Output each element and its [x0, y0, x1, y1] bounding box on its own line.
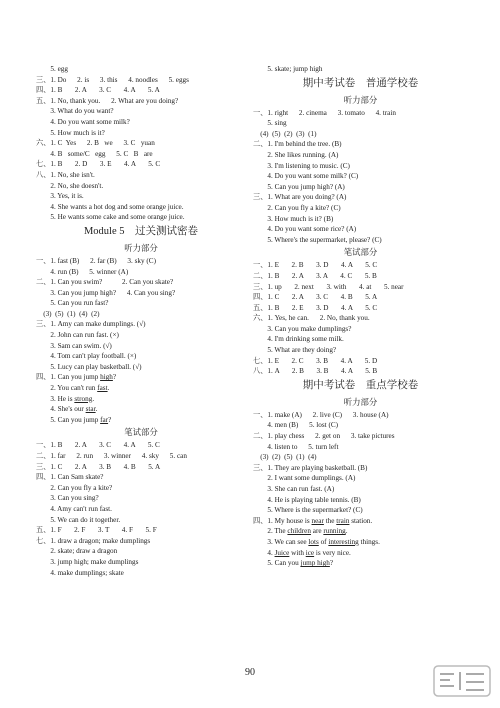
answer-line: 5. What are they doing? — [253, 346, 337, 355]
right-column — [253, 64, 468, 569]
answer-line: 三、1. up 2. next 3. with 4. at 5. near — [253, 282, 404, 291]
answer-line: 二、1. I'm behind the tree. (B) — [253, 140, 342, 149]
answer-line: 5. Can you jump high? (A) — [253, 182, 345, 191]
answer-line: 4. run (B) 5. winner (A) — [36, 267, 129, 276]
answer-line: 一、1. B 2. A 3. C 4. A 5. C — [36, 441, 160, 450]
underlined-word: ice — [305, 548, 315, 557]
underlined-word: high — [100, 373, 113, 382]
answer-line: 4. Do you want some rice? (A) — [253, 225, 357, 234]
answer-line: 三、1. They are playing basketball. (B) — [253, 463, 368, 472]
answer-line: 2. No, she doesn't. — [36, 181, 104, 190]
underlined-word: near — [311, 516, 324, 525]
answer-line: 3. Sam can swim. (√) — [36, 341, 112, 350]
line-text: the — [323, 516, 337, 525]
answer-line: 二、1. B 2. A 3. A 4. C 5. B — [253, 271, 377, 280]
answer-line: 三、1. What are you doing? (A) — [253, 193, 347, 202]
line-text: 3. We can see — [253, 537, 309, 546]
answer-line: (3) (5) (1) (4) (2) — [36, 309, 100, 318]
answer-line: 4. She wants a hot dog and some orange juice. — [36, 202, 184, 211]
line-text: ? — [329, 559, 334, 568]
line-text: station. — [349, 516, 373, 525]
answer-line: 3. What do you want? — [36, 107, 114, 116]
answer-line: (3) (2) (5) (1) (4) — [253, 453, 317, 462]
answer-line: 三、1. C 2. A 3. B 4. B 5. A — [36, 462, 161, 471]
line-text: things. — [358, 537, 380, 546]
answer-line: 5. He wants some cake and some orange juice. — [36, 213, 185, 222]
answer-line: 5. How much is it? — [36, 128, 105, 137]
line-text: of — [318, 537, 329, 546]
answer-line — [36, 404, 246, 415]
answer-line — [253, 526, 468, 537]
answer-line: 七、1. draw a dragon; make dumplings — [36, 536, 151, 545]
line-text: 2. You can't run — [36, 384, 98, 393]
underlined-word: lots — [308, 537, 319, 546]
underlined-word: interesting — [328, 537, 359, 546]
page-number: 90 — [245, 667, 255, 678]
answer-line — [36, 394, 246, 405]
line-text: 4. She's our — [36, 405, 86, 414]
answer-line: 3. I'm listening to music. (C) — [253, 161, 350, 170]
underlined-word: strong — [74, 394, 93, 403]
section-title: 期中考试卷 普通学校卷 — [302, 77, 419, 89]
answer-line: 4. Amy can't run fast. — [36, 504, 112, 513]
answer-line — [253, 516, 468, 527]
line-text: 四、1. Can you jump — [36, 373, 101, 382]
section-title: Module 5 过关测试密卷 — [83, 225, 199, 237]
section-title: 期中考试卷 重点学校卷 — [302, 379, 419, 391]
answer-line: 二、1. play chess 2. get on 3. take pictures — [253, 432, 395, 441]
answer-line: 3. jump high; make dumplings — [36, 557, 139, 566]
section-subtitle: 笔试部分 — [343, 248, 378, 258]
answer-line: 5. Where's the supermarket, please? (C) — [253, 235, 382, 244]
section-subtitle: 笔试部分 — [124, 428, 158, 438]
section-subtitle: 听力部分 — [343, 397, 378, 407]
answer-line: 一、1. fast (B) 2. far (B) 3. sky (C) — [36, 256, 156, 265]
line-text: 5. Can you jump — [36, 415, 101, 424]
answer-line: 一、1. make (A) 2. live (C) 3. house (A) — [253, 410, 389, 419]
answer-line — [36, 415, 246, 426]
answer-line: 4. listen to 5. turn left — [253, 442, 339, 451]
answer-line: 2. Can you fly a kite? (C) — [253, 203, 341, 212]
answer-line: 2. John can run fast. (×) — [36, 331, 119, 340]
section-subtitle: 听力部分 — [343, 95, 378, 105]
answer-line: 一、1. right 2. cinema 3. tomato 4. train — [253, 108, 396, 117]
line-text: 4. — [253, 548, 275, 557]
answer-line: 5. Can you run fast? — [36, 299, 109, 308]
section-subtitle: 听力部分 — [124, 243, 158, 253]
left-column — [36, 64, 246, 578]
answer-line: 4. He is playing table tennis. (B) — [253, 495, 361, 504]
line-text: 四、1. My house is — [253, 516, 312, 525]
line-text: . — [107, 384, 110, 393]
answer-line: 六、1. C Yes 2. B we 3. C yuan — [36, 139, 155, 148]
answer-line: 5. Lucy can play basketball. (√) — [36, 362, 142, 371]
answer-line: 2. She likes running. (A) — [253, 150, 339, 159]
answer-line: 3. She can run fast. (A) — [253, 485, 335, 493]
answer-line: 三、1. Amy can make dumplings. (√) — [36, 320, 146, 329]
underlined-word: jump high — [300, 559, 330, 568]
answer-line: 4. make dumplings; skate — [36, 568, 124, 577]
underlined-word: star — [85, 405, 96, 414]
answer-line — [253, 548, 468, 559]
answer-line: 4. I'm drinking some milk. — [253, 335, 344, 344]
answer-line: 4. Do you want some milk? — [36, 117, 130, 126]
answer-line: 4. B some/C egg 5. C B are — [36, 149, 153, 158]
answer-line: 八、1. A 2. B 3. B 4. A 5. B — [253, 367, 378, 376]
answer-line: 五、1. B 2. E 3. D 4. A 5. C — [253, 303, 378, 312]
line-text: 2. The — [253, 527, 288, 536]
answer-line: 五、1. F 2. F 3. T 4. F 5. F — [36, 526, 157, 535]
answer-line: 3. Can you make dumplings? — [253, 324, 352, 333]
answer-line: 二、1. Can you swim? 2. Can you skate? — [36, 278, 174, 287]
line-text: with — [289, 548, 306, 557]
line-text: 5. Can you — [253, 559, 301, 568]
answer-line: 2. I want some dumplings. (A) — [253, 474, 356, 483]
answer-line: 4. men (B) 5. lost (C) — [253, 421, 339, 430]
answer-line: 3. Can you sing? — [36, 494, 99, 503]
underlined-word: running — [323, 527, 346, 536]
answer-line — [253, 537, 468, 548]
underlined-word: Juice — [274, 548, 290, 557]
answer-line: 2. skate; draw a dragon — [36, 547, 118, 556]
answer-line: 三、1. Do 2. is 3. this 4. noodles 5. eggs — [36, 75, 189, 84]
answer-line: 八、1. No, she isn't. — [36, 170, 95, 179]
answer-line: 3. Yes, it is. — [36, 192, 84, 201]
answer-line: 4. Tom can't play football. (×) — [36, 352, 137, 361]
answer-line: 六、1. Yes, he can. 2. No, thank you. — [253, 314, 370, 323]
answer-line — [36, 383, 246, 394]
answer-line: (4) (5) (2) (3) (1) — [253, 129, 317, 138]
answer-line: 5. skate; jump high — [253, 65, 323, 73]
answer-line: 七、1. B 2. D 3. E 4. A 5. C — [36, 160, 161, 169]
line-text: . — [92, 394, 95, 403]
answer-line — [253, 558, 468, 569]
answer-line: 4. Do you want some milk? (C) — [253, 172, 359, 181]
answer-line: 5. sing — [253, 119, 287, 128]
line-text: . — [95, 405, 98, 414]
answer-line: 3. How much is it? (B) — [253, 214, 334, 223]
answer-line: 一、1. E 2. B 3. D 4. A 5. C — [253, 261, 378, 270]
underlined-word: children — [287, 527, 311, 536]
underlined-word: train — [336, 516, 350, 525]
answer-line: 5. We can do it together. — [36, 515, 121, 524]
answer-line: 2. Can you fly a kite? — [36, 483, 113, 492]
answer-line: 四、1. Can Sam skate? — [36, 473, 104, 482]
line-text: ? — [112, 373, 117, 382]
answer-line: 四、1. C 2. A 3. C 4. B 5. A — [253, 293, 378, 302]
answer-line: 5. egg — [36, 65, 68, 73]
line-text: ? — [108, 415, 112, 424]
underlined-word: fast — [97, 384, 108, 393]
underlined-word: far — [100, 415, 109, 424]
answer-line: 四、1. B 2. A 3. C 4. A 5. A — [36, 86, 160, 95]
line-text: . — [345, 527, 348, 536]
answer-line — [36, 372, 246, 383]
answer-line: 七、1. E 2. C 3. B 4. A 5. D — [253, 356, 378, 365]
answer-line: 3. Can you jump high? 4. Can you sing? — [36, 288, 176, 297]
answer-line: 二、1. far 2. run 3. winner 4. sky 5. can — [36, 452, 187, 460]
answer-line: 5. Where is the supermarket? (C) — [253, 506, 363, 515]
watermark-logo-icon — [432, 662, 492, 702]
line-text: is very nice. — [314, 548, 351, 557]
line-text: 3. He is — [36, 394, 75, 403]
answer-line: 五、1. No, thank you. 2. What are you doing? — [36, 96, 179, 105]
line-text: are — [310, 527, 324, 536]
